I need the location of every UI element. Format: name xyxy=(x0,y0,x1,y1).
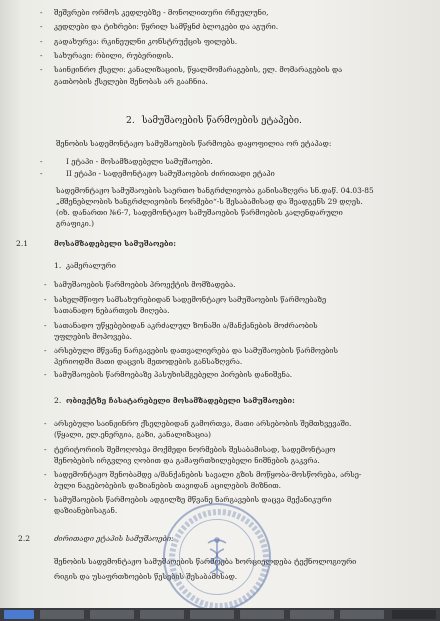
subsection-number: 2.1 xyxy=(16,239,29,248)
stamp-ring-marks xyxy=(165,505,273,608)
paragraph-line: გრაფიკი.) xyxy=(56,219,94,228)
subsection-title: ძირითადი ეტაპის სამუშაოები: xyxy=(54,534,174,543)
bullet-dash: - xyxy=(40,37,43,46)
list-item-continuation: გათბობის ქსელები შენობას არ გააჩნია. xyxy=(54,77,208,86)
stage-item: I ეტაპი - მოსამზადებელი სამუშაოები. xyxy=(66,157,213,166)
bullet-dash: - xyxy=(44,346,47,355)
bullet-dash: - xyxy=(40,157,43,166)
bullet-dash: - xyxy=(40,51,43,60)
section-number: 2. xyxy=(126,115,135,126)
system-tray[interactable] xyxy=(392,610,436,619)
list-item: სახელმწიფო სამსახურებიდან სადემონტაჟო სამუშაოების წარმოებაზე xyxy=(54,295,327,304)
taskbar-app-button[interactable] xyxy=(190,610,234,619)
taskbar xyxy=(0,608,440,621)
subsection-number: 2.2 xyxy=(18,534,31,543)
bullet-dash: - xyxy=(44,445,47,454)
list-item: სამუშაოების წარმოების ადგილზე მწვანე ნარგავების დაცვა მექანიკური xyxy=(54,495,332,504)
list-item-continuation: უფლების მოპოვება. xyxy=(54,332,132,341)
bullet-dash: - xyxy=(44,370,47,379)
bullet-dash: - xyxy=(40,8,43,17)
list-item: გადახურვა: რკინეულნი კონსტრუქცის ფილებს. xyxy=(54,37,238,46)
bullet-dash: - xyxy=(44,495,47,504)
list-item: სახურავი: რბილი, რუბერიდის. xyxy=(54,51,174,60)
bullet-dash: - xyxy=(40,22,43,31)
list-item-continuation: დაზიანებისაგან. xyxy=(54,506,118,515)
list-item: სადემონტაჟო შენობამდე ა/მანქანების სავალი გზის მოწყობა-მოსწორება, არსე- xyxy=(54,470,362,479)
bullet-dash: - xyxy=(44,470,47,479)
taskbar-app-button[interactable] xyxy=(340,610,384,619)
list-item: სათანადო უწყებებიდან აკრძალულ ზონაში ა/მანქანების მოძრაობის xyxy=(54,321,318,330)
list-item: შეშვრები ორმოს კედლებზე - მონოლითური რჩეულუნი, xyxy=(54,8,269,17)
closing-line: შენობის სადემონტაჟო სამუშაოების წარმოება ხორციელდება ტექნოლოგიური xyxy=(54,557,357,566)
list-item-continuation: სათანადო ნებართვის მიღება. xyxy=(54,306,170,315)
taskbar-app-button[interactable] xyxy=(290,610,334,619)
list-number: 2. xyxy=(54,396,62,405)
paragraph-line: „მშენებლობის ხანგრძლივობის ნორმები“-ს შესაბამისად და შეადგენს 29 დღეს. xyxy=(56,197,363,206)
intro-text: შენობის სადემონტაჟო სამუშაოების წარმოება დაყოფილია ორ ეტაპად: xyxy=(56,139,332,148)
list-item: სამუშაოების წარმოების პროექტის მომზადება. xyxy=(54,280,236,289)
taskbar-app-button[interactable] xyxy=(240,610,284,619)
taskbar-app-button[interactable] xyxy=(90,610,134,619)
official-stamp xyxy=(163,503,271,608)
bullet-dash: - xyxy=(40,65,43,74)
list-item-continuation: პერიოდში მათი დაცვის მეთოდების განსაზღვრა. xyxy=(54,357,243,366)
list-item: ტერიტორიის შემოღობვა მოქმედი ნორმების შესაბამისად, სადემონტაჟო xyxy=(54,445,336,454)
paragraph-line: (იხ. დანართი №6-7, სადემონტაჟო სამუშაოების წარმოების კალენდარული xyxy=(56,208,343,217)
list-item-continuation: შენობების ირგვლივ ღობით და გამაფრთხილებელი ნიშნების გაკვრა. xyxy=(54,456,320,465)
list-item-continuation: (წყალი, ელ.ენერგია, გაზი, კანალიზაცია) xyxy=(54,430,212,439)
list-title: ობიექტზე ჩასატარებელი მოსამზადებელი სამუშაოები: xyxy=(66,396,295,405)
list-title: კამერალური xyxy=(66,261,116,270)
bullet-dash: - xyxy=(40,169,43,178)
section-title: სამუშაოების წარმოების ეტაპები. xyxy=(142,115,302,126)
subsection-title: მოსამზადებელი სამუშაოები: xyxy=(54,239,176,248)
stage-item: II ეტაპი - სადემონტაჟო სამუშაოების ძირითადი ეტაპი xyxy=(66,169,275,178)
bullet-dash: - xyxy=(44,321,47,330)
list-item: საინჟინრო ქსელი: კანალიზაციის, წყალმომარაგების, ელ. მომარაგების და xyxy=(54,65,343,74)
paragraph-line: სადემონტაჟო სამუშაოების საერთო ხანგრძლივობა განისაზღვრა სნ.დაწ. 04.03-85 xyxy=(56,186,374,195)
start-button[interactable] xyxy=(4,610,34,619)
bullet-dash: - xyxy=(44,280,47,289)
list-item: კედლები და ტიხრები: წყრილ სამწყნძ ბლოკები და აგური. xyxy=(54,22,279,31)
taskbar-app-button[interactable] xyxy=(40,610,84,619)
bullet-dash: - xyxy=(44,295,47,304)
closing-line: რიგის და უსაფრთხოების წესების შესაბამისად. xyxy=(54,572,238,581)
list-item: არსებული საინჟინრო ქსელებიდან გამორთვა, მათი არსებობის შემთხვევაში. xyxy=(54,419,352,428)
list-item: არსებული მწვანე ნარგავების დათვალიერება და სამუშაოების წარმოების xyxy=(54,346,338,355)
bullet-dash: - xyxy=(44,419,47,428)
list-item: სამუშაოების წარმოებაზე პასუხისმგებელი პირების დანიშვნა. xyxy=(54,370,293,379)
list-item-continuation: ბული ნაგებობების დაზიანების თავიდან აცილების მიზნით. xyxy=(54,481,281,490)
taskbar-app-button[interactable] xyxy=(140,610,184,619)
list-number: 1. xyxy=(54,261,62,270)
